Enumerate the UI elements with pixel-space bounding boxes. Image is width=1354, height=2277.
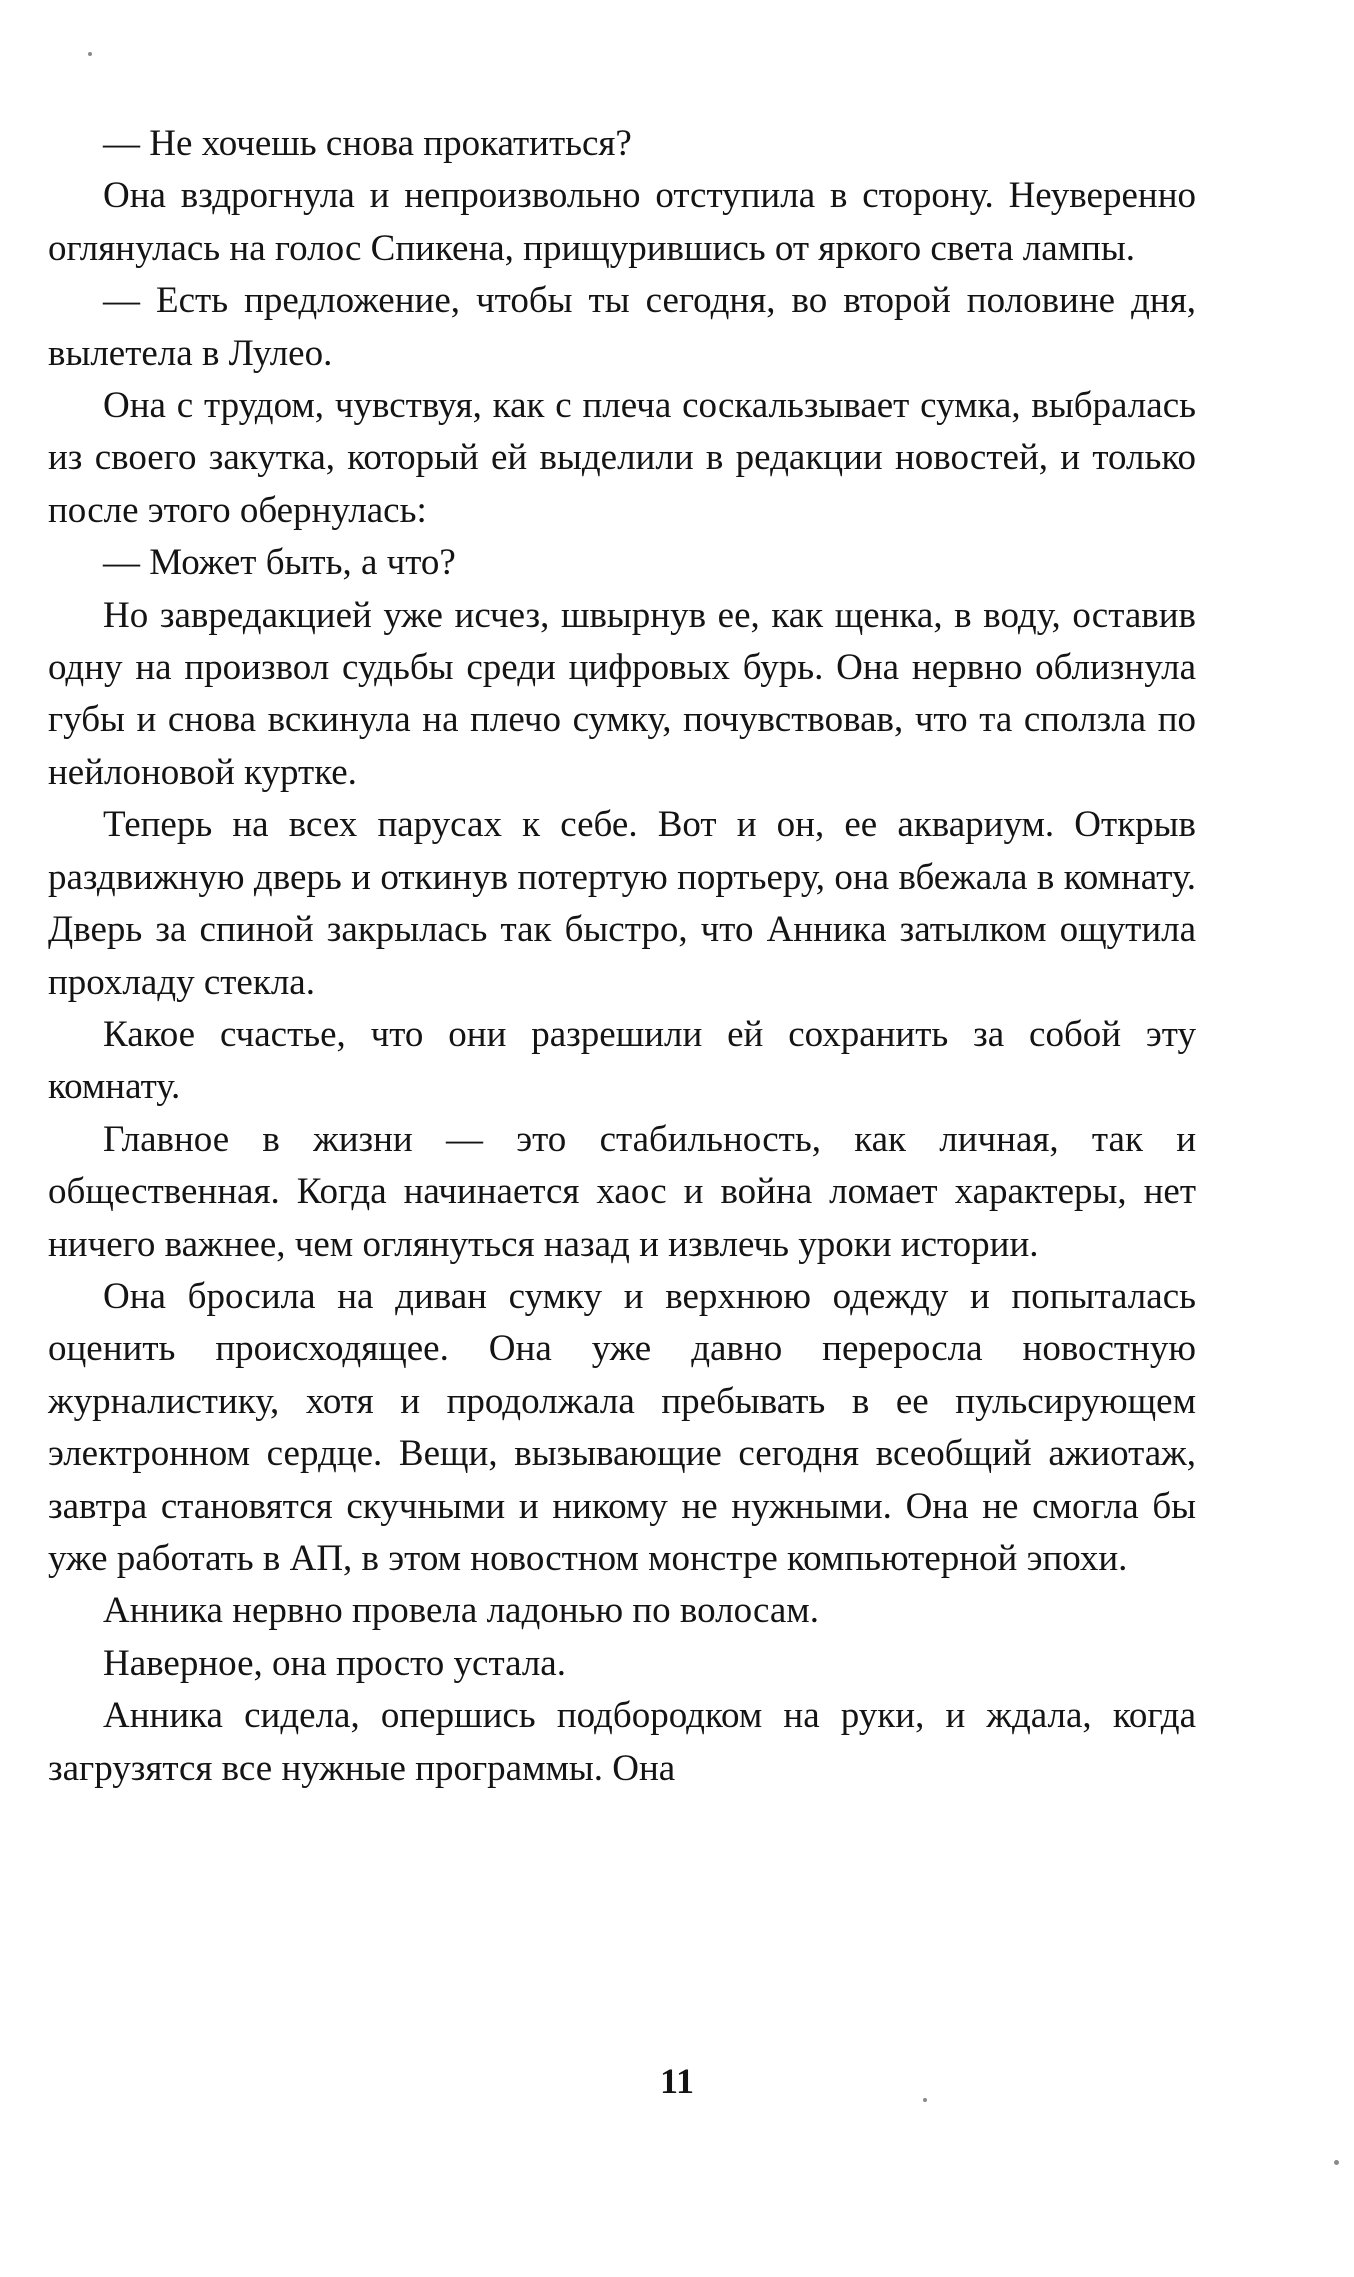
body-text (48, 118, 1196, 1795)
scan-speck (88, 52, 92, 56)
paragraph: Анника нервно провела ладонью по волосам. (103, 1590, 819, 1632)
paragraph: Какое счастье, что они разрешили ей сохранить за собой эту комнату. (48, 1013, 1196, 1108)
paragraph: Она вздрогнула и непроизвольно отступила в сторону. Неуверенно оглянулась на голос Спикена, прищурившись от яркого света лампы. (48, 175, 1196, 269)
paragraph: Наверное, она просто устала. (103, 1642, 566, 1684)
paragraph: Но завредакцией уже исчез, швырнув ее, как щенка, в воду, оставив одну на произвол судьбы среди цифровых бурь. Она нервно облизнула губы и снова вскинула на плечо сумку, почувствовав, что та сползла по нейлоновой куртке. (48, 594, 1196, 793)
paragraph: Она с трудом, чувствуя, как с плеча соскальзывает сумка, выбралась из своего закутка, который ей выделили в редакции новостей, и только после этого обернулась: (48, 385, 1196, 531)
paragraph: Анника сидела, опершись подбородком на руки, и ждала, когда загрузятся все нужные программы. Она (48, 1695, 1196, 1789)
scan-speck (1334, 2160, 1339, 2165)
paragraph: — Не хочешь снова прокатиться? (103, 123, 632, 164)
paragraph: — Может быть, а что? (103, 542, 456, 584)
paragraph: — Есть предложение, чтобы ты сегодня, во второй половине дня, вылетела в Лулео. (48, 280, 1196, 374)
paragraph: Она бросила на диван сумку и верхнюю одежду и попыталась оценить происходящее. Она уже давно переросла новостную журналистику, хотя и продолжала пребывать в ее пульсирующем электронном сердце. Вещи, вызывающие сегодня всеобщий ажиотаж, завтра становятся скучными и никому не нужными. Она не смогла бы уже работать в АП, в этом новостном монстре компьютерной эпохи. (48, 1275, 1196, 1579)
scan-speck (923, 2098, 927, 2102)
paragraph: Главное в жизни — это стабильность, как личная, так и общественная. Когда начинается хаос и война ломает характеры, нет ничего важнее, чем оглянуться назад и извлечь уроки истории. (48, 1118, 1196, 1265)
paragraph: Теперь на всех парусах к себе. Вот и он, ее аквариум. Открыв раздвижную дверь и откинув потертую портьеру, она вбежала в комнату. Дверь за спиной закрылась так быстро, что Анника затылком ощутила прохладу стекла. (48, 804, 1196, 1003)
page-number: 11 (659, 2061, 694, 2101)
